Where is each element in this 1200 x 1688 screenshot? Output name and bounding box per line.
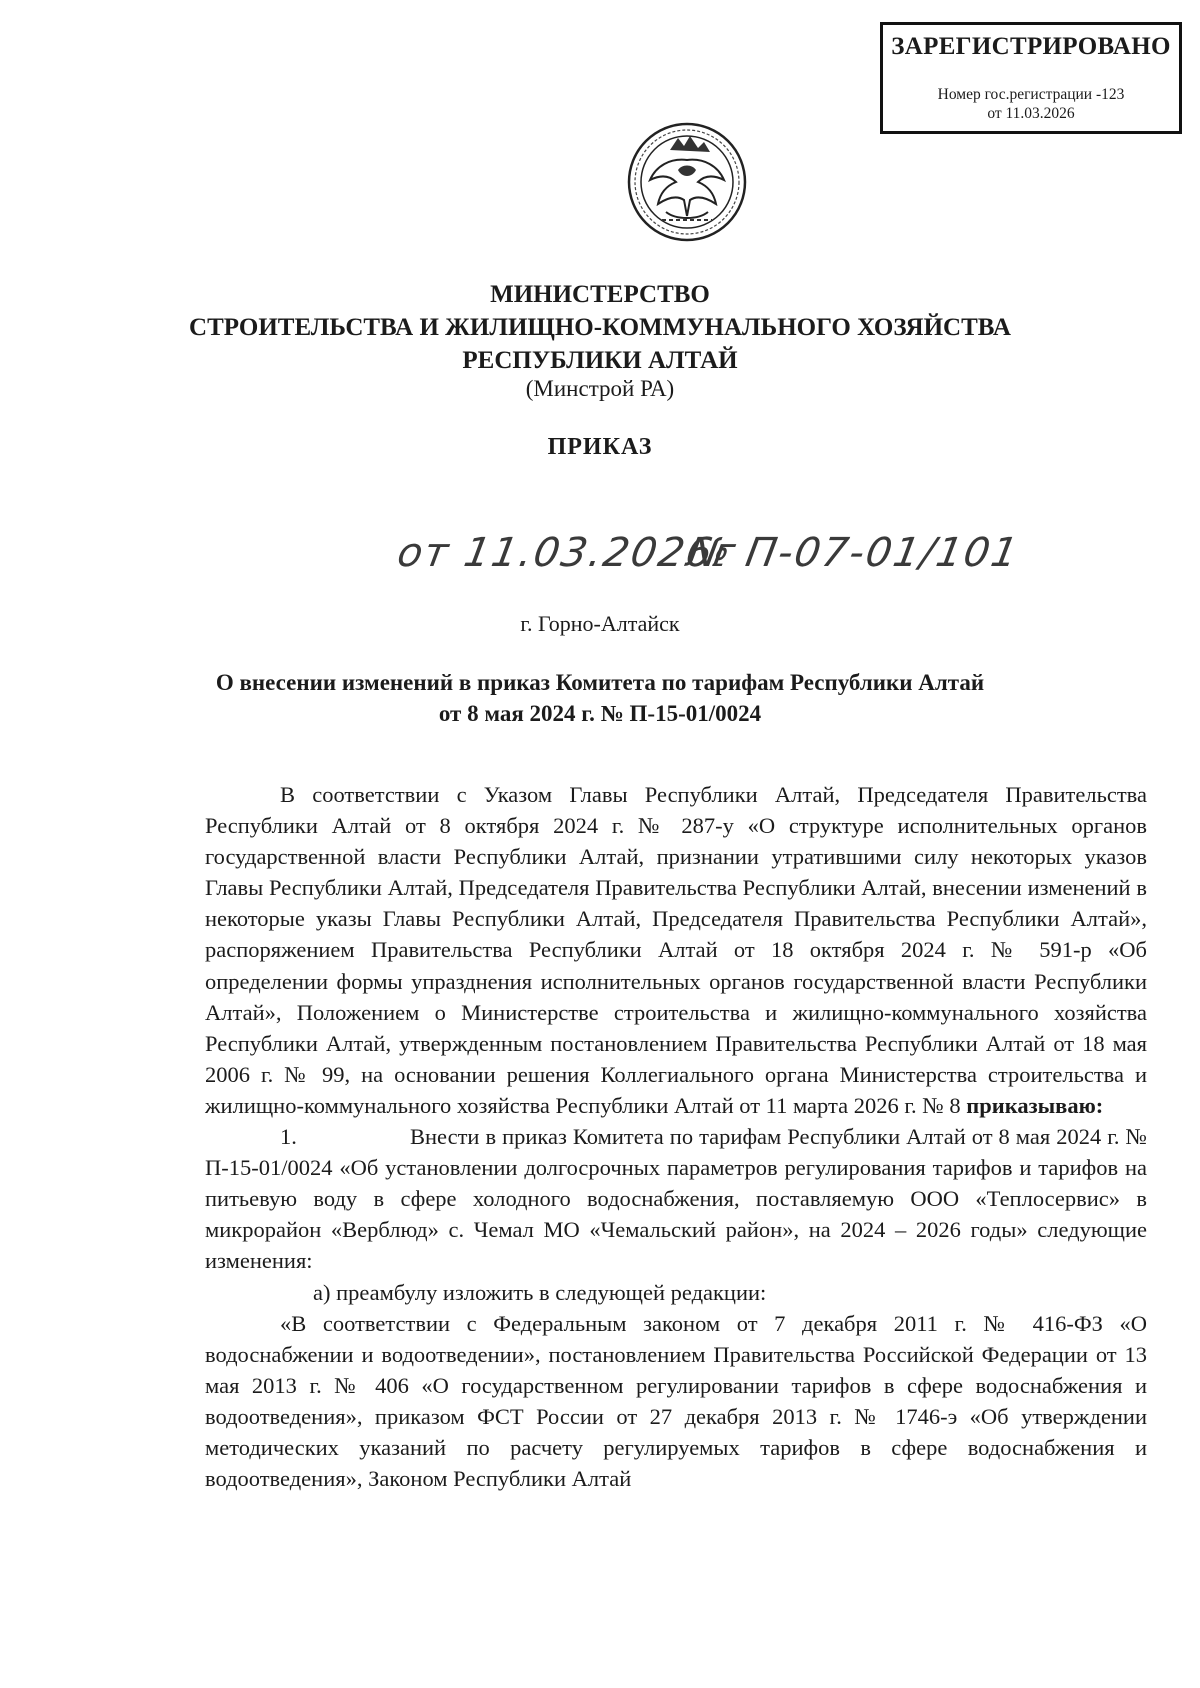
item-1-text: Внести в приказ Комитета по тарифам Республики Алтай от 8 мая 2024 г. № П-15-01/0024 «Об установлении долгосрочных параметров регулирования тарифов и тарифов на питьевую воду в сфере холодного водоснабжения, поставляемую ООО «Теплосервис» в микрорайон «Верблюд» с. Чемал МО «Чемальский район», на 2024 – 2026 годы» следующие изменения: [205,1124,1147,1274]
sub-a-paragraph: а) преамбулу изложить в следующей редакции: [313,1279,767,1305]
ministry-line-1: МИНИСТЕРСТВО [490,281,710,308]
subject-line-2: от 8 мая 2024 г. № П-15-01/0024 [438,701,762,726]
preamble-text: В соответствии с Указом Главы Республики Алтай, Председателя Правительства Республики Алтай от 8 октября 2024 г. № 287-у «О структуре исполнительных органов государственной власти Республики Алтай, признании утратившими силу некоторых указов Главы Республики Алтай, Председателя Правительства Республики Алтай, внесении изменений в некоторые указы Главы Республики Алтай, Председателя Правительства Республики Алтай», распоряжением Правительства Республики Алтай от 18 октября 2024 г. № 591-р «Об определении формы упразднения исполнительных органов государственной власти Республики Алтай», Положением о Министерстве строительства и жилищно-коммунального хозяйства Республики Алтай, утвержденным постановлением Правительства Республики Алтай от 18 мая 2006 г. № 99, на основании решения Коллегиального органа Министерства строительства и жилищно-коммунального хозяйства Республики Алтай от 11 марта 2026 г. № 8 [205,782,1147,1118]
preamble-bold: приказываю: [966,1092,1104,1118]
city: г. Горно-Алтайск [520,611,680,636]
document-subject [0,667,1200,729]
subject-line-1: О внесении изменений в приказ Комитета по тарифам Республики Алтай [215,670,985,695]
stamp-reg-date: от 11.03.2026 [987,105,1075,122]
quote-paragraph: «В соответствии с Федеральным законом от 7 декабря 2011 г. № 416-ФЗ «О водоснабжении и водоотведении», постановлением Правительства Российской Федерации от 13 мая 2013 г. № 406 «О государственном регулировании тарифов в сфере водоснабжения и водоотведения», приказом ФСТ России от 27 декабря 2013 г. № 1746-э «Об утверждении методических указаний по расчету регулируемых тарифов в сфере водоснабжения и водоотведения», Законом Республики Алтай [205,1310,1147,1492]
stamp-title: ЗАРЕГИСТРИРОВАНО [891,33,1171,60]
item-1-paragraph [205,1121,1147,1276]
altai-republic-emblem-icon [626,120,748,244]
stamp-reg-number: Номер гос.регистрации -123 [937,86,1125,103]
ministry-abbreviation: (Минстрой РА) [525,376,675,401]
handwritten-date: от 11.03.2026г [393,530,741,576]
item-1-number: 1. [280,1124,297,1150]
document-type: ПРИКАЗ [547,434,653,460]
ministry-name [0,278,1200,377]
document-body [205,779,1147,1494]
ministry-line-3: РЕСПУБЛИКИ АЛТАЙ [462,347,738,374]
ministry-line-2: СТРОИТЕЛЬСТВА И ЖИЛИЩНО-КОММУНАЛЬНОГО ХОЗЯЙСТВА [189,314,1011,341]
handwritten-number: № П-07-01/101 [683,530,1023,576]
registration-stamp [880,22,1182,134]
preamble-paragraph [205,779,1147,1121]
